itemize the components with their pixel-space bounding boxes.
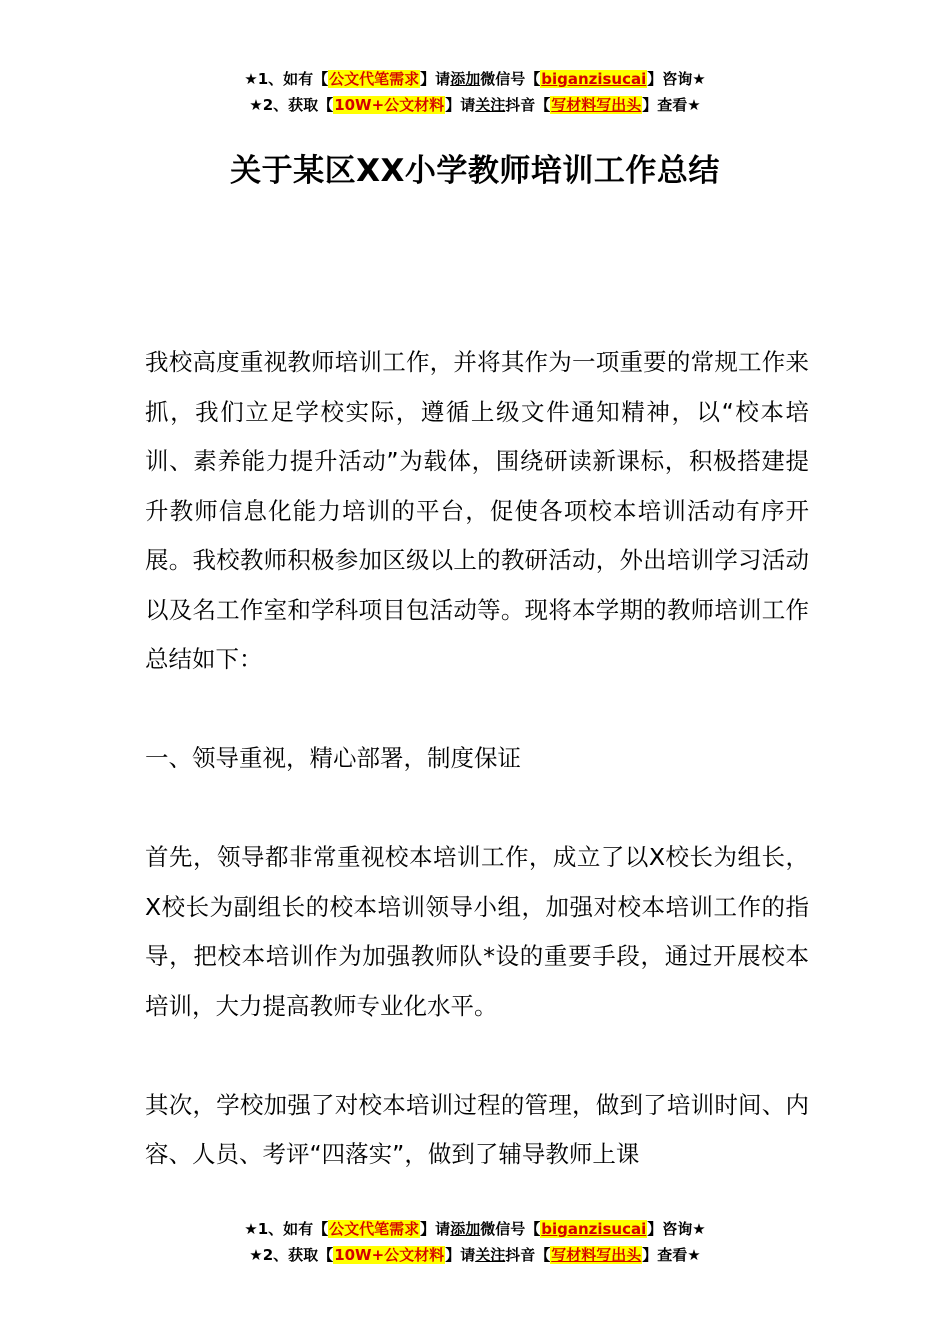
footer-banner [0,1216,950,1268]
banner-line-2-mid1: 】请 [445,96,476,114]
footer-line-1-highlight: 公文代笔需求 [329,1220,420,1238]
footer-line-2-mid1: 】请 [445,1246,476,1264]
banner-line-2-prefix: ★2、获取【 [249,96,334,114]
footer-line-1-emph: 添加 [450,1220,481,1238]
document-body [145,338,809,1180]
footer-line-1-mid1: 】请 [420,1220,451,1238]
footer-line-2-highlight: 10W+公文材料 [334,1246,445,1264]
banner-line-2-suffix: 】查看★ [642,96,701,114]
banner-line-1 [0,66,950,92]
banner-line-2-emph: 关注 [475,96,506,114]
wechat-id-link[interactable]: biganzisucai [541,70,647,88]
footer-banner-line-2 [0,1242,950,1268]
footer-wechat-id-link[interactable]: biganzisucai [541,1220,647,1238]
paragraph-first: 首先，领导都非常重视校本培训工作，成立了以X校长为组长，X校长为副组长的校本培训领导小组，加强对校本培训工作的指导，把校本培训作为加强教师队*设的重要手段，通过开展校本培训，大力提高教师专业化水平。 [145,843,809,1020]
banner-line-2-highlight: 10W+公文材料 [334,96,445,114]
footer-banner-line-1 [0,1216,950,1242]
document-title: 关于某区XX小学教师培训工作总结 [230,153,720,189]
banner-line-1-mid1: 】请 [420,70,451,88]
footer-line-1-suffix: 】咨询★ [647,1220,706,1238]
banner-line-1-highlight: 公文代笔需求 [329,70,420,88]
douyin-account-link[interactable]: 写材料写出头 [551,96,642,114]
banner-line-1-prefix: ★1、如有【 [244,70,329,88]
banner-line-1-suffix: 】咨询★ [647,70,706,88]
footer-line-2-emph: 关注 [475,1246,506,1264]
banner-line-2-mid2: 抖音【 [505,96,551,114]
header-banner [0,66,950,118]
banner-line-1-mid2: 微信号【 [480,70,541,88]
banner-line-1-emph: 添加 [450,70,481,88]
banner-line-2 [0,92,950,118]
paragraph-intro: 我校高度重视教师培训工作，并将其作为一项重要的常规工作来抓，我们立足学校实际，遵循上级文件通知精神，以“校本培训、素养能力提升活动”为载体，围绕研读新课标，积极搭建提升教师信息化能力培训的平台，促使各项校本培训活动有序开展。我校教师积极参加区级以上的教研活动，外出培训学习活动以及名工作室和学科项目包活动等。现将本学期的教师培训工作总结如下： [145,348,809,673]
paragraph-second: 其次，学校加强了对校本培训过程的管理，做到了培训时间、内容、人员、考评“四落实”，做到了辅导教师上课 [145,1090,809,1168]
footer-line-2-prefix: ★2、获取【 [249,1246,334,1264]
footer-douyin-account-link[interactable]: 写材料写出头 [551,1246,642,1264]
section-heading-1: 一、领导重视，精心部署，制度保证 [145,744,521,772]
footer-line-2-suffix: 】查看★ [642,1246,701,1264]
footer-line-1-mid2: 微信号【 [480,1220,541,1238]
footer-line-1-prefix: ★1、如有【 [244,1220,329,1238]
footer-line-2-mid2: 抖音【 [505,1246,551,1264]
